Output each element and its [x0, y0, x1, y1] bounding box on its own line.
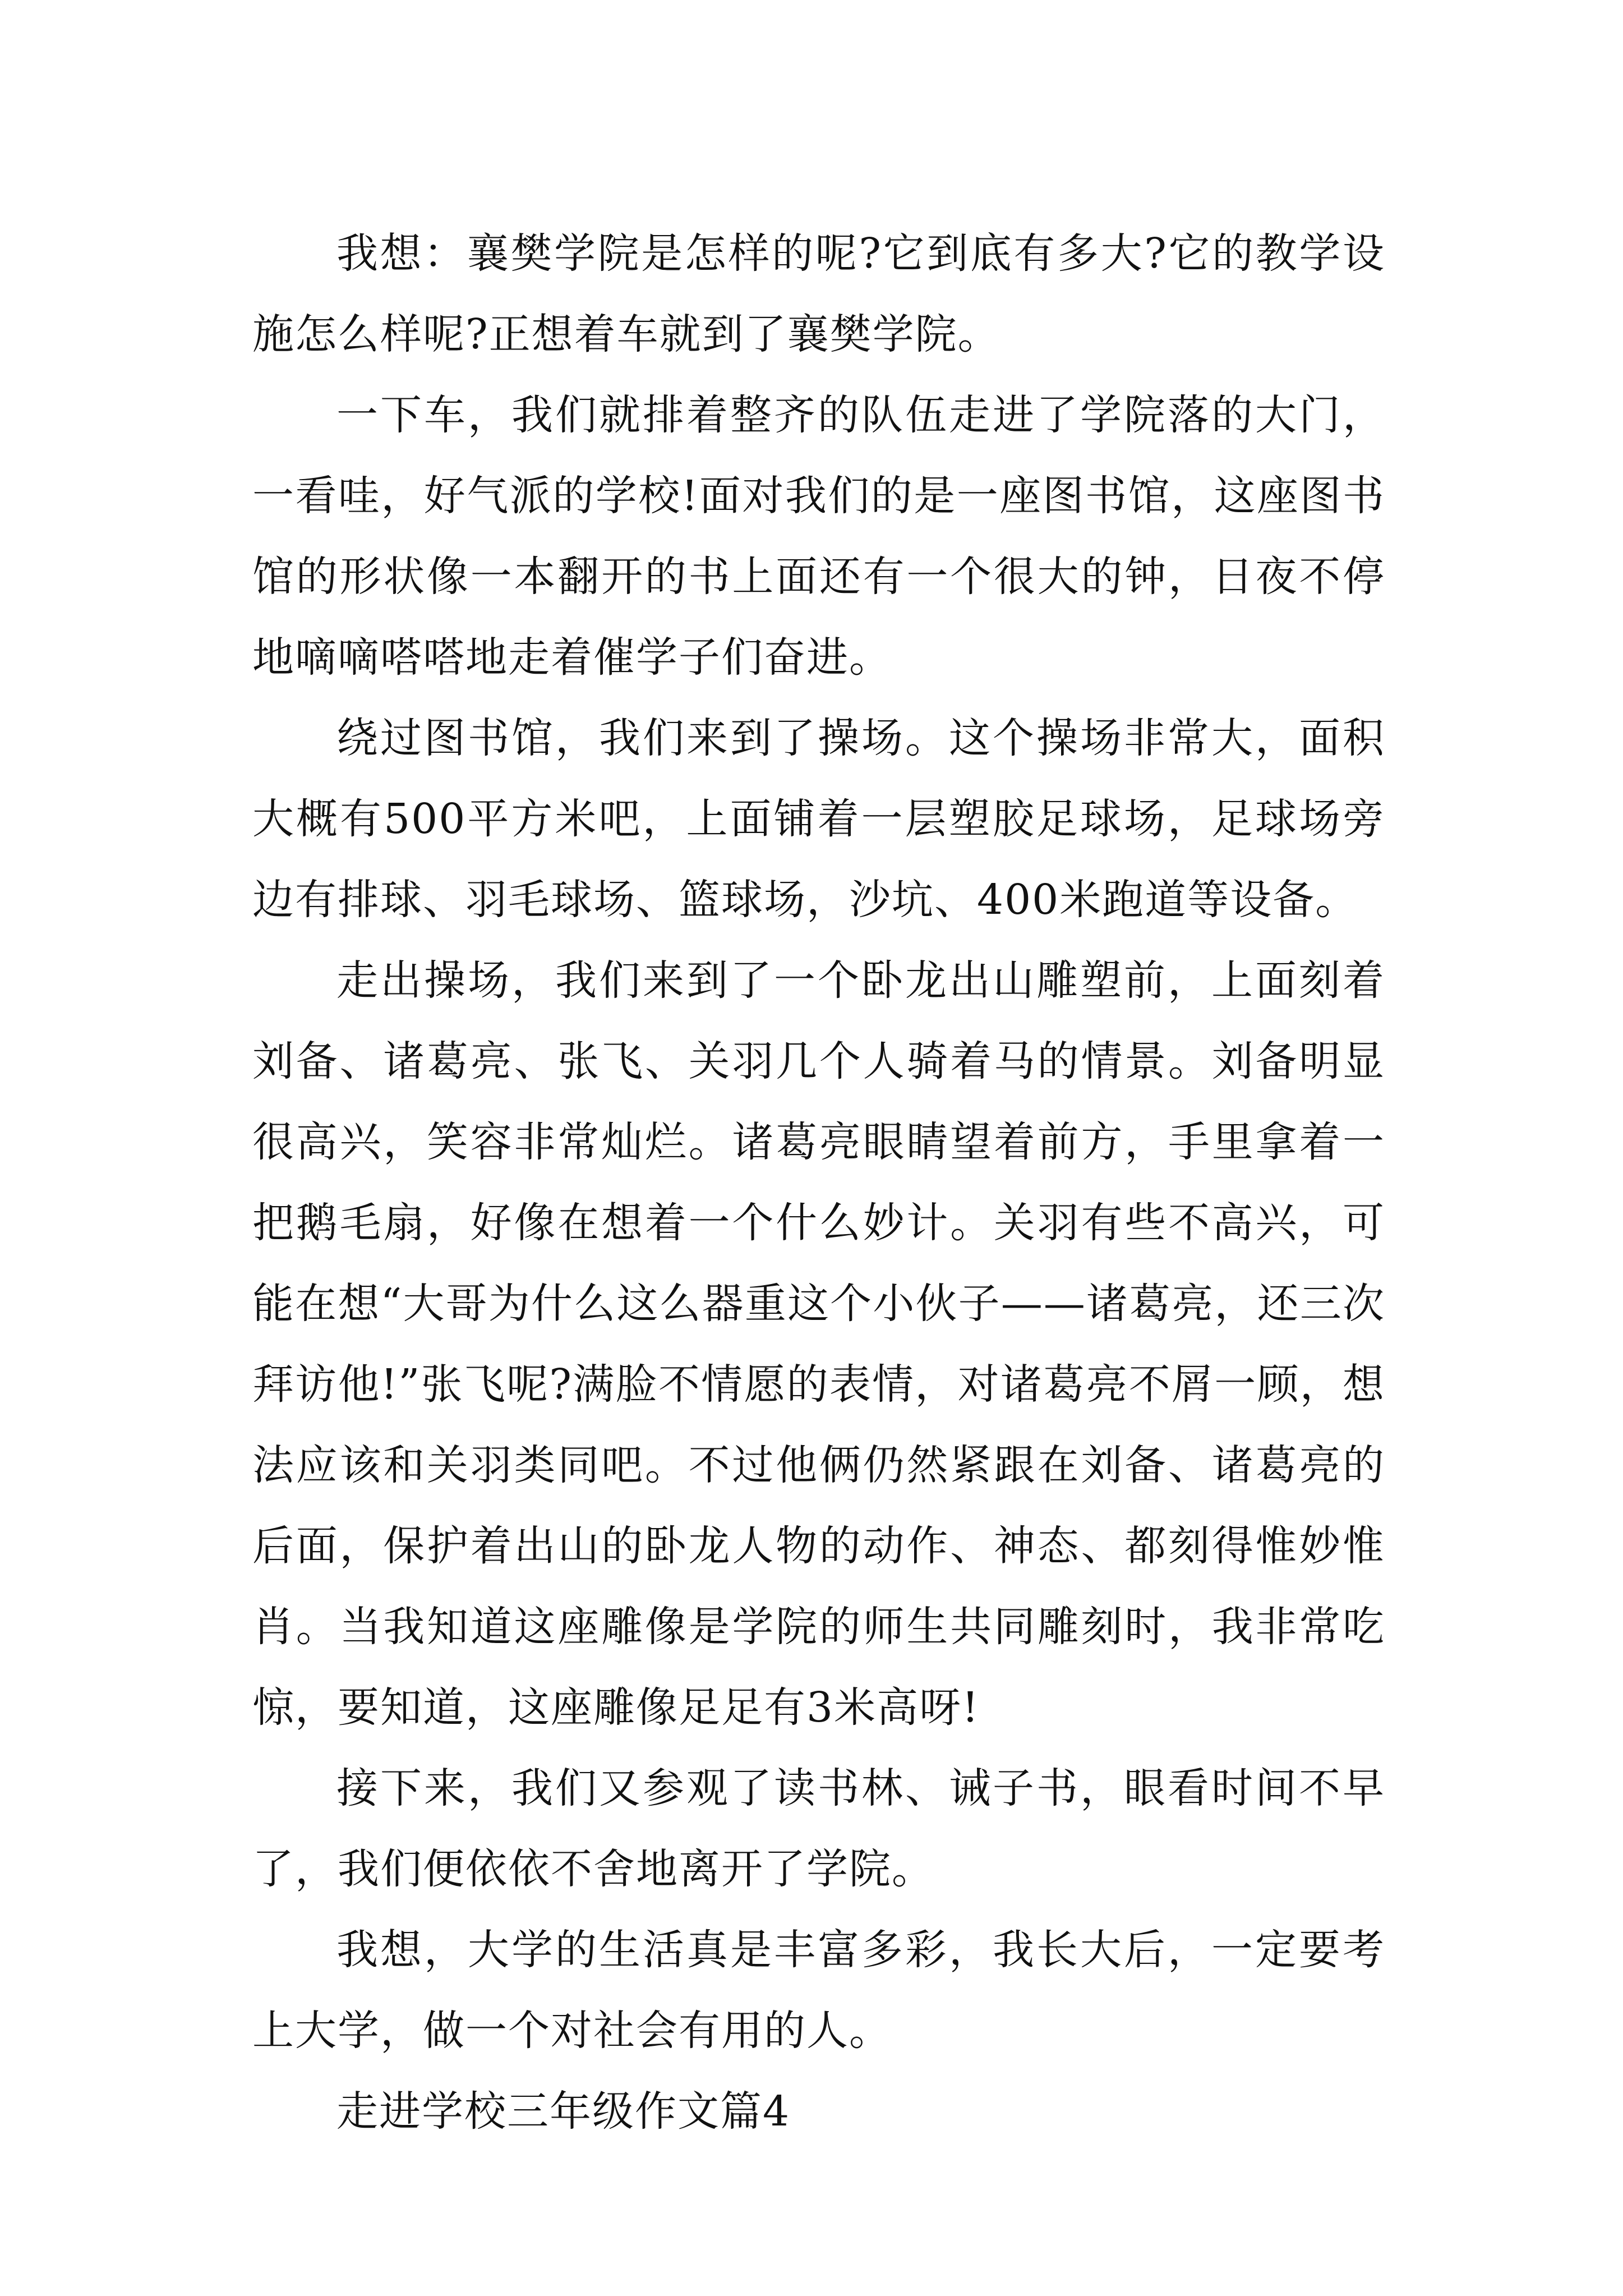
- document-page: [252, 213, 1385, 2152]
- paragraph-2: 一下车，我们就排着整齐的队伍走进了学院落的大门，一看哇，好气派的学校!面对我们的是一座图书馆，这座图书馆的形状像一本翻开的书上面还有一个很大的钟，日夜不停地嘀嘀嗒嗒地走着催学子们奋进。: [252, 391, 1385, 682]
- paragraph-5: 接下来，我们又参观了读书林、诫子书，眼看时间不早了，我们便依依不舍地离开了学院。: [252, 1764, 1385, 1893]
- section-heading: 走进学校三年级作文篇4: [336, 2087, 791, 2136]
- paragraph-1: 我想：襄樊学院是怎样的呢?它到底有多大?它的教学设施怎么样呢?正想着车就到了襄樊学院。: [252, 229, 1385, 358]
- paragraph-4: 走出操场，我们来到了一个卧龙出山雕塑前，上面刻着刘备、诸葛亮、张飞、关羽几个人骑着马的情景。刘备明显很高兴，笑容非常灿烂。诸葛亮眼睛望着前方，手里拿着一把鹅毛扇，好像在想着一个什么妙计。关羽有些不高兴，可能在想“大哥为什么这么器重这个小伙子——诸葛亮，还三次拜访他!”张飞呢?满脸不情愿的表情，对诸葛亮不屑一顾，想法应该和关羽类同吧。不过他俩仍然紧跟在刘备、诸葛亮的后面，保护着出山的卧龙人物的动作、神态、都刻得惟妙惟肖。当我知道这座雕像是学院的师生共同雕刻时，我非常吃惊，要知道，这座雕像足足有3米高呀!: [252, 956, 1385, 1732]
- paragraph-3: 绕过图书馆，我们来到了操场。这个操场非常大，面积大概有500平方米吧，上面铺着一层塑胶足球场，足球场旁边有排球、羽毛球场、篮球场，沙坑、400米跑道等设备。: [252, 714, 1385, 924]
- paragraph-6: 我想，大学的生活真是丰富多彩，我长大后，一定要考上大学，做一个对社会有用的人。: [252, 1926, 1385, 2055]
